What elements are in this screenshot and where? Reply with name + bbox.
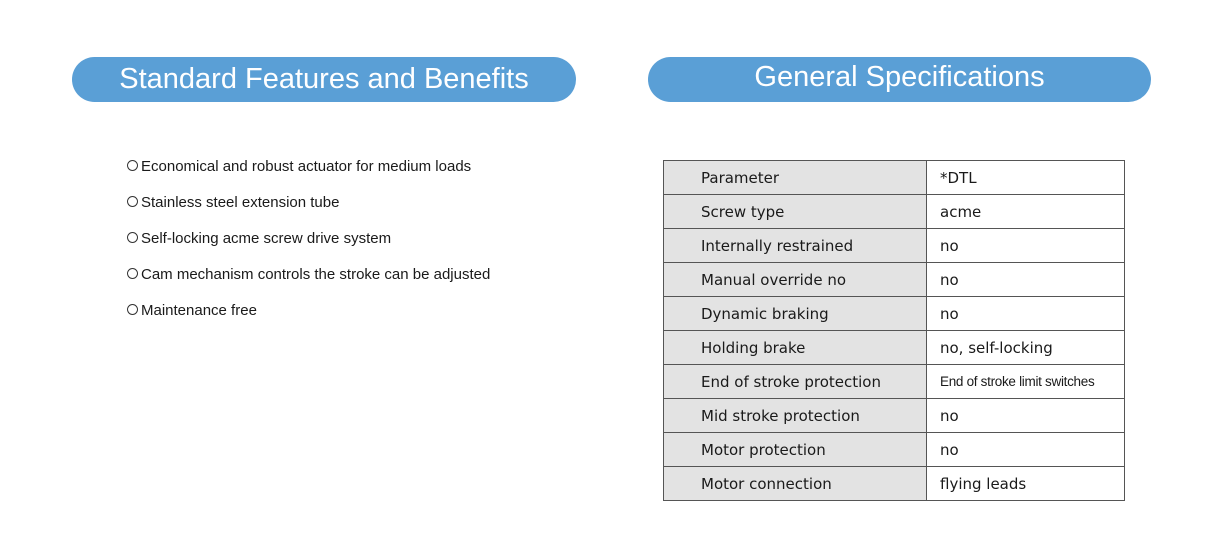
value-cell: *DTL: [927, 161, 1125, 195]
feature-text: Stainless steel extension tube: [141, 194, 340, 211]
param-cell: End of stroke protection: [664, 365, 927, 399]
value-cell: End of stroke limit switches: [927, 365, 1125, 399]
value-cell: flying leads: [927, 467, 1125, 501]
specs-title: General Specifications: [648, 57, 1151, 102]
table-row: [664, 467, 1125, 501]
param-cell: Screw type: [664, 195, 927, 229]
table-row: [664, 229, 1125, 263]
table-row: [664, 263, 1125, 297]
table-row: [664, 297, 1125, 331]
list-item: [127, 265, 490, 301]
param-cell: Holding brake: [664, 331, 927, 365]
table-row: [664, 161, 1125, 195]
features-list: [127, 157, 490, 337]
param-cell: Dynamic braking: [664, 297, 927, 331]
value-cell: no: [927, 263, 1125, 297]
circle-bullet-icon: [127, 160, 138, 171]
list-item: [127, 301, 490, 337]
value-cell: no: [927, 433, 1125, 467]
feature-text: Self-locking acme screw drive system: [141, 230, 392, 247]
param-cell: Motor connection: [664, 467, 927, 501]
table-row: [664, 433, 1125, 467]
table-row: [664, 365, 1125, 399]
circle-bullet-icon: [127, 268, 138, 279]
list-item: [127, 229, 490, 265]
features-title: Standard Features and Benefits: [72, 57, 576, 102]
table-row: [664, 195, 1125, 229]
feature-text: Maintenance free: [141, 302, 257, 319]
circle-bullet-icon: [127, 304, 138, 315]
list-item: [127, 193, 490, 229]
param-cell: Internally restrained: [664, 229, 927, 263]
value-cell: no, self-locking: [927, 331, 1125, 365]
spec-table: [663, 160, 1125, 501]
param-cell: Parameter: [664, 161, 927, 195]
value-cell: no: [927, 229, 1125, 263]
param-cell: Manual override no: [664, 263, 927, 297]
value-cell: no: [927, 297, 1125, 331]
table-row: [664, 399, 1125, 433]
feature-text: Economical and robust actuator for medium loads: [141, 158, 472, 175]
table-row: [664, 331, 1125, 365]
param-cell: Mid stroke protection: [664, 399, 927, 433]
param-cell: Motor protection: [664, 433, 927, 467]
feature-text: Cam mechanism controls the stroke can be adjusted: [141, 266, 491, 283]
value-cell: no: [927, 399, 1125, 433]
value-cell: acme: [927, 195, 1125, 229]
circle-bullet-icon: [127, 232, 138, 243]
circle-bullet-icon: [127, 196, 138, 207]
list-item: [127, 157, 490, 193]
